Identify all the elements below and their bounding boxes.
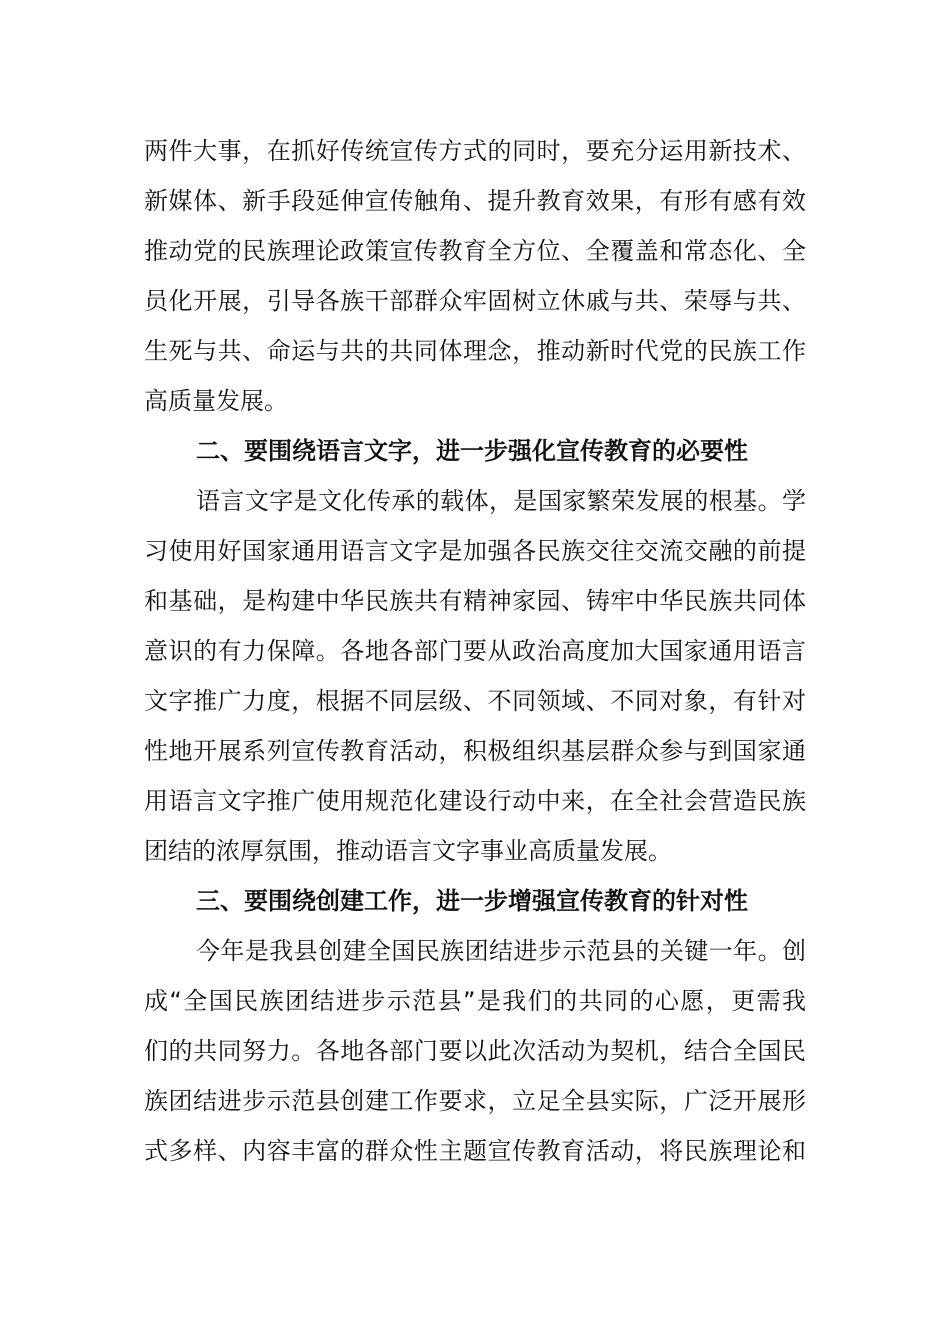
paragraph-line: 语言文字是文化传承的载体，是国家繁荣发展的根基。学 <box>196 487 806 515</box>
paragraph-line: 今年是我县创建全国民族团结进步示范县的关键一年。创 <box>196 937 806 965</box>
paragraph-line: 性地开展系列宣传教育活动，积极组织基层群众参与到国家通 <box>144 737 806 765</box>
paragraph-line: 成“全国民族团结进步示范县”是我们的共同的心愿，更需我 <box>144 987 806 1015</box>
paragraph-line: 意识的有力保障。各地各部门要从政治高度加大国家通用语言 <box>144 637 806 665</box>
paragraph-line: 习使用好国家通用语言文字是加强各民族交往交流交融的前提 <box>144 537 806 565</box>
section-heading-2: 二、要围绕语言文字，进一步强化宣传教育的必要性 <box>196 437 748 465</box>
paragraph-line: 用语言文字推广使用规范化建设行动中来，在全社会营造民族 <box>144 787 806 815</box>
paragraph-line: 族团结进步示范县创建工作要求，立足全县实际，广泛开展形 <box>144 1087 806 1115</box>
paragraph-line: 团结的浓厚氛围，推动语言文字事业高质量发展。 <box>144 837 672 865</box>
paragraph-line: 推动党的民族理论政策宣传教育全方位、全覆盖和常态化、全 <box>144 237 806 265</box>
section-heading-3: 三、要围绕创建工作，进一步增强宣传教育的针对性 <box>196 887 748 915</box>
paragraph-line: 新媒体、新手段延伸宣传触角、提升教育效果，有形有感有效 <box>144 187 806 215</box>
paragraph-line: 和基础，是构建中华民族共有精神家园、铸牢中华民族共同体 <box>144 587 806 615</box>
paragraph-line: 们的共同努力。各地各部门要以此次活动为契机，结合全国民 <box>144 1037 806 1065</box>
paragraph-line: 式多样、内容丰富的群众性主题宣传教育活动，将民族理论和 <box>144 1137 806 1165</box>
paragraph-line: 两件大事，在抓好传统宣传方式的同时，要充分运用新技术、 <box>144 137 806 165</box>
paragraph-line: 高质量发展。 <box>144 387 288 415</box>
paragraph-line: 文字推广力度，根据不同层级、不同领域、不同对象，有针对 <box>144 687 806 715</box>
paragraph-line: 生死与共、命运与共的共同体理念，推动新时代党的民族工作 <box>144 337 806 365</box>
paragraph-line: 员化开展，引导各族干部群众牢固树立休戚与共、荣辱与共、 <box>144 287 806 315</box>
